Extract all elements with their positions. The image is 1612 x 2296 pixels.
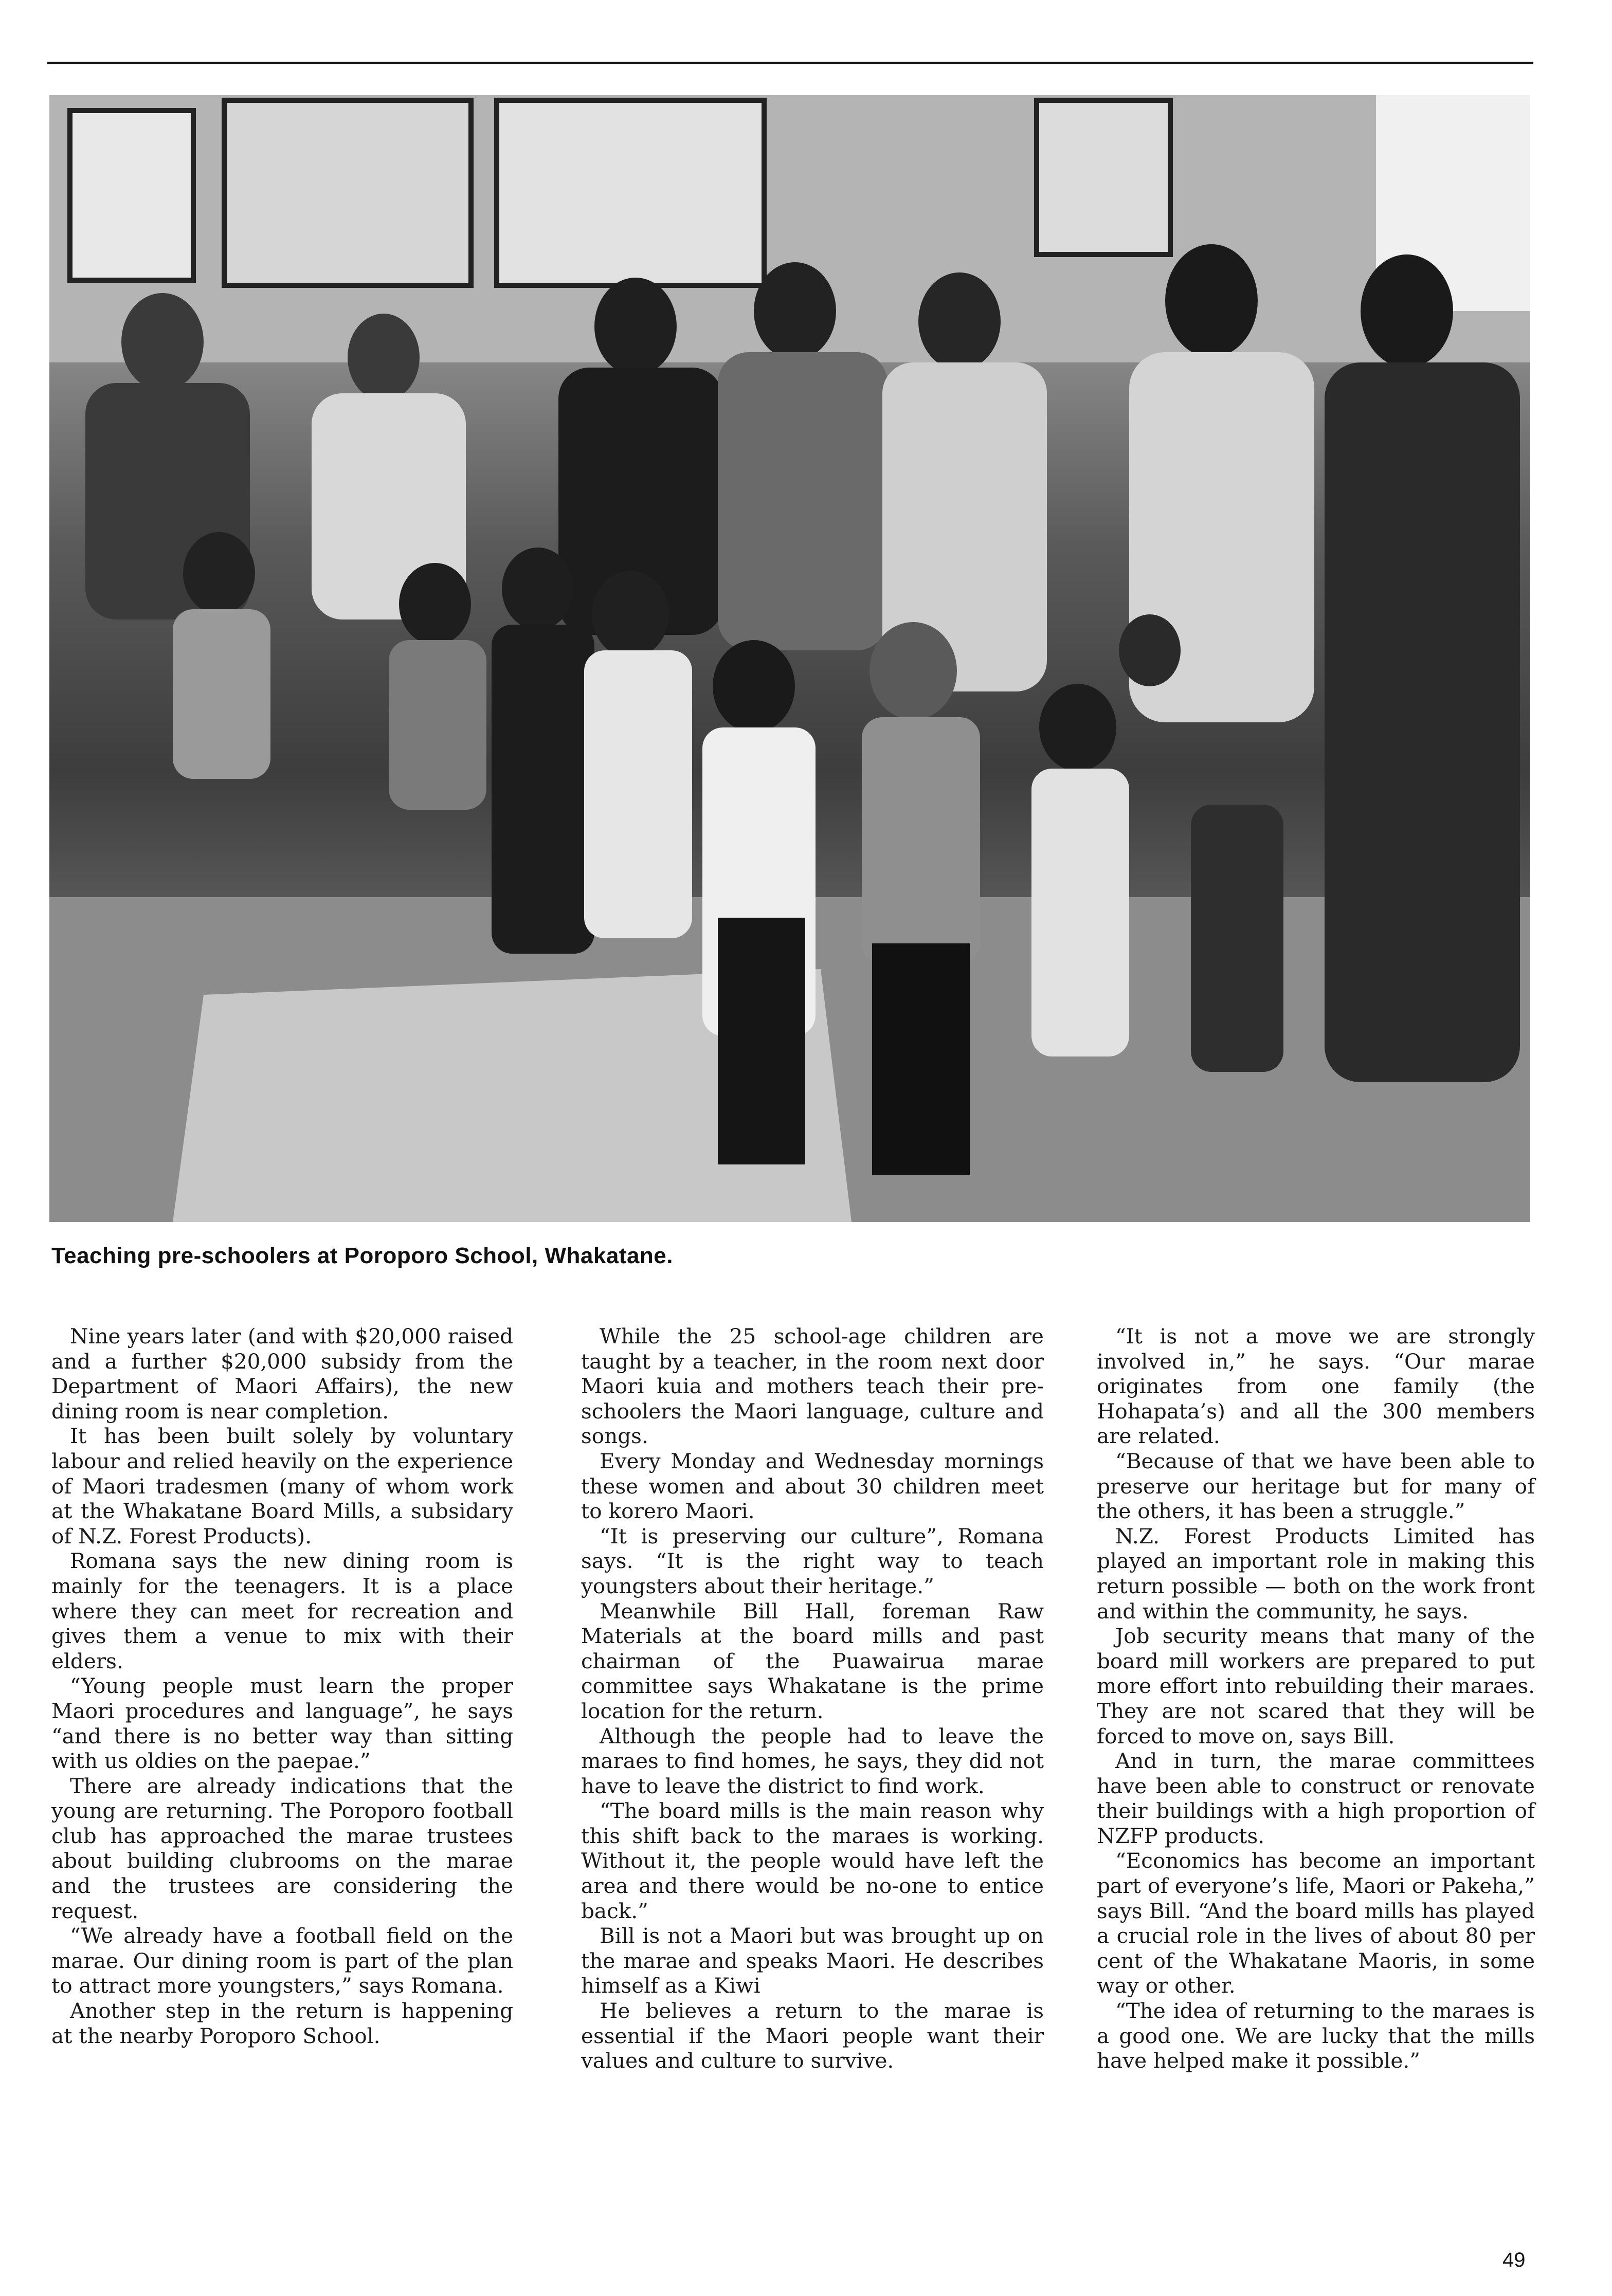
paragraph: It has been built solely by voluntary labour and relied heavily on the experience of Maori tradesmen (many of whom work at the Whakatane Board Mills, a subsidary of N.Z. Forest Products). [51, 1424, 513, 1548]
paragraph: There are already indications that the young are returning. The Poroporo football club has approached the marae trustees about building clubrooms on the marae and the trustees are considering the request. [51, 1773, 513, 1923]
paragraph: Meanwhile Bill Hall, foreman Raw Materials at the board mills and past chairman of the Puawairua marae committee says Whakatane is the prime location for the return. [581, 1598, 1044, 1723]
paragraph: “The idea of returning to the maraes is a good one. We are lucky that the mills have helped make it possible.” [1097, 1998, 1535, 2073]
paragraph: Job security means that many of the board mill workers are prepared to put more effort into rebuilding their maraes. They are not scared that they will be forced to move on, says Bill. [1097, 1624, 1535, 1748]
paragraph: “Economics has become an important part of everyone’s life, Maori or Pakeha,” says Bill. “And the board mills has played a crucial role in the lives of about 80 per cent of the Whakatane Maoris, in some way or other. [1097, 1848, 1535, 1998]
paragraph: “It is preserving our culture”, Romana says. “It is the right way to teach youngsters about their heritage.” [581, 1523, 1044, 1598]
paragraph: Romana says the new dining room is mainly for the teenagers. It is a place where they can meet for recreation and gives them a venue to mix with their elders. [51, 1548, 513, 1673]
paragraph: Although the people had to leave the maraes to find homes, he says, they did not have to leave the district to find work. [581, 1723, 1044, 1798]
paragraph: Bill is not a Maori but was brought up on the marae and speaks Maori. He describes himself as a Kiwi [581, 1923, 1044, 1998]
paragraph: “We already have a football field on the marae. Our dining room is part of the plan to attract more youngsters,” says Romana. [51, 1923, 513, 1998]
paragraph: “Young people must learn the proper Maori procedures and language”, he says “and there is no better way than sitting with us oldies on the paepae.” [51, 1673, 513, 1774]
paragraph: He believes a return to the marae is essential if the Maori people want their values and culture to survive. [581, 1998, 1044, 2073]
paragraph: Another step in the return is happening at the nearby Poroporo School. [51, 1998, 513, 2048]
classroom-photo [49, 95, 1530, 1222]
photo-illustration [49, 95, 1530, 1222]
paragraph: Nine years later (and with $20,000 raised and a further $20,000 subsidy from the Department of Maori Affairs), the new dining room is near completion. [51, 1324, 513, 1424]
paragraph: “It is not a move we are strongly involved in,” he says. “Our marae originates from one family (the Hohapata’s) and all the 300 members are related. [1097, 1324, 1535, 1449]
page-number: 49 [1502, 2249, 1526, 2271]
paragraph: While the 25 school-age children are taught by a teacher, in the room next door Maori kuia and mothers teach their pre-schoolers the Maori language, culture and songs. [581, 1324, 1044, 1449]
text-column-1 [51, 1324, 513, 2048]
photo-caption: Teaching pre-schoolers at Poroporo School, Whakatane. [51, 1243, 673, 1268]
paragraph: Every Monday and Wednesday mornings these women and about 30 children meet to korero Maori. [581, 1448, 1044, 1524]
text-column-2 [581, 1324, 1044, 2073]
paragraph: “Because of that we have been able to preserve our heritage but for many of the others, it has been a struggle.” [1097, 1448, 1535, 1524]
top-rule [47, 62, 1533, 64]
paragraph: N.Z. Forest Products Limited has played an important role in making this return possible — both on the work front and within the community, he says. [1097, 1523, 1535, 1624]
text-column-3 [1097, 1324, 1535, 2073]
paragraph: “The board mills is the main reason why this shift back to the maraes is working. Without it, the people would have left the area and there would be no-one to entice back.” [581, 1798, 1044, 1923]
paragraph: And in turn, the marae committees have been able to construct or renovate their buildings with a high proportion of NZFP products. [1097, 1748, 1535, 1848]
